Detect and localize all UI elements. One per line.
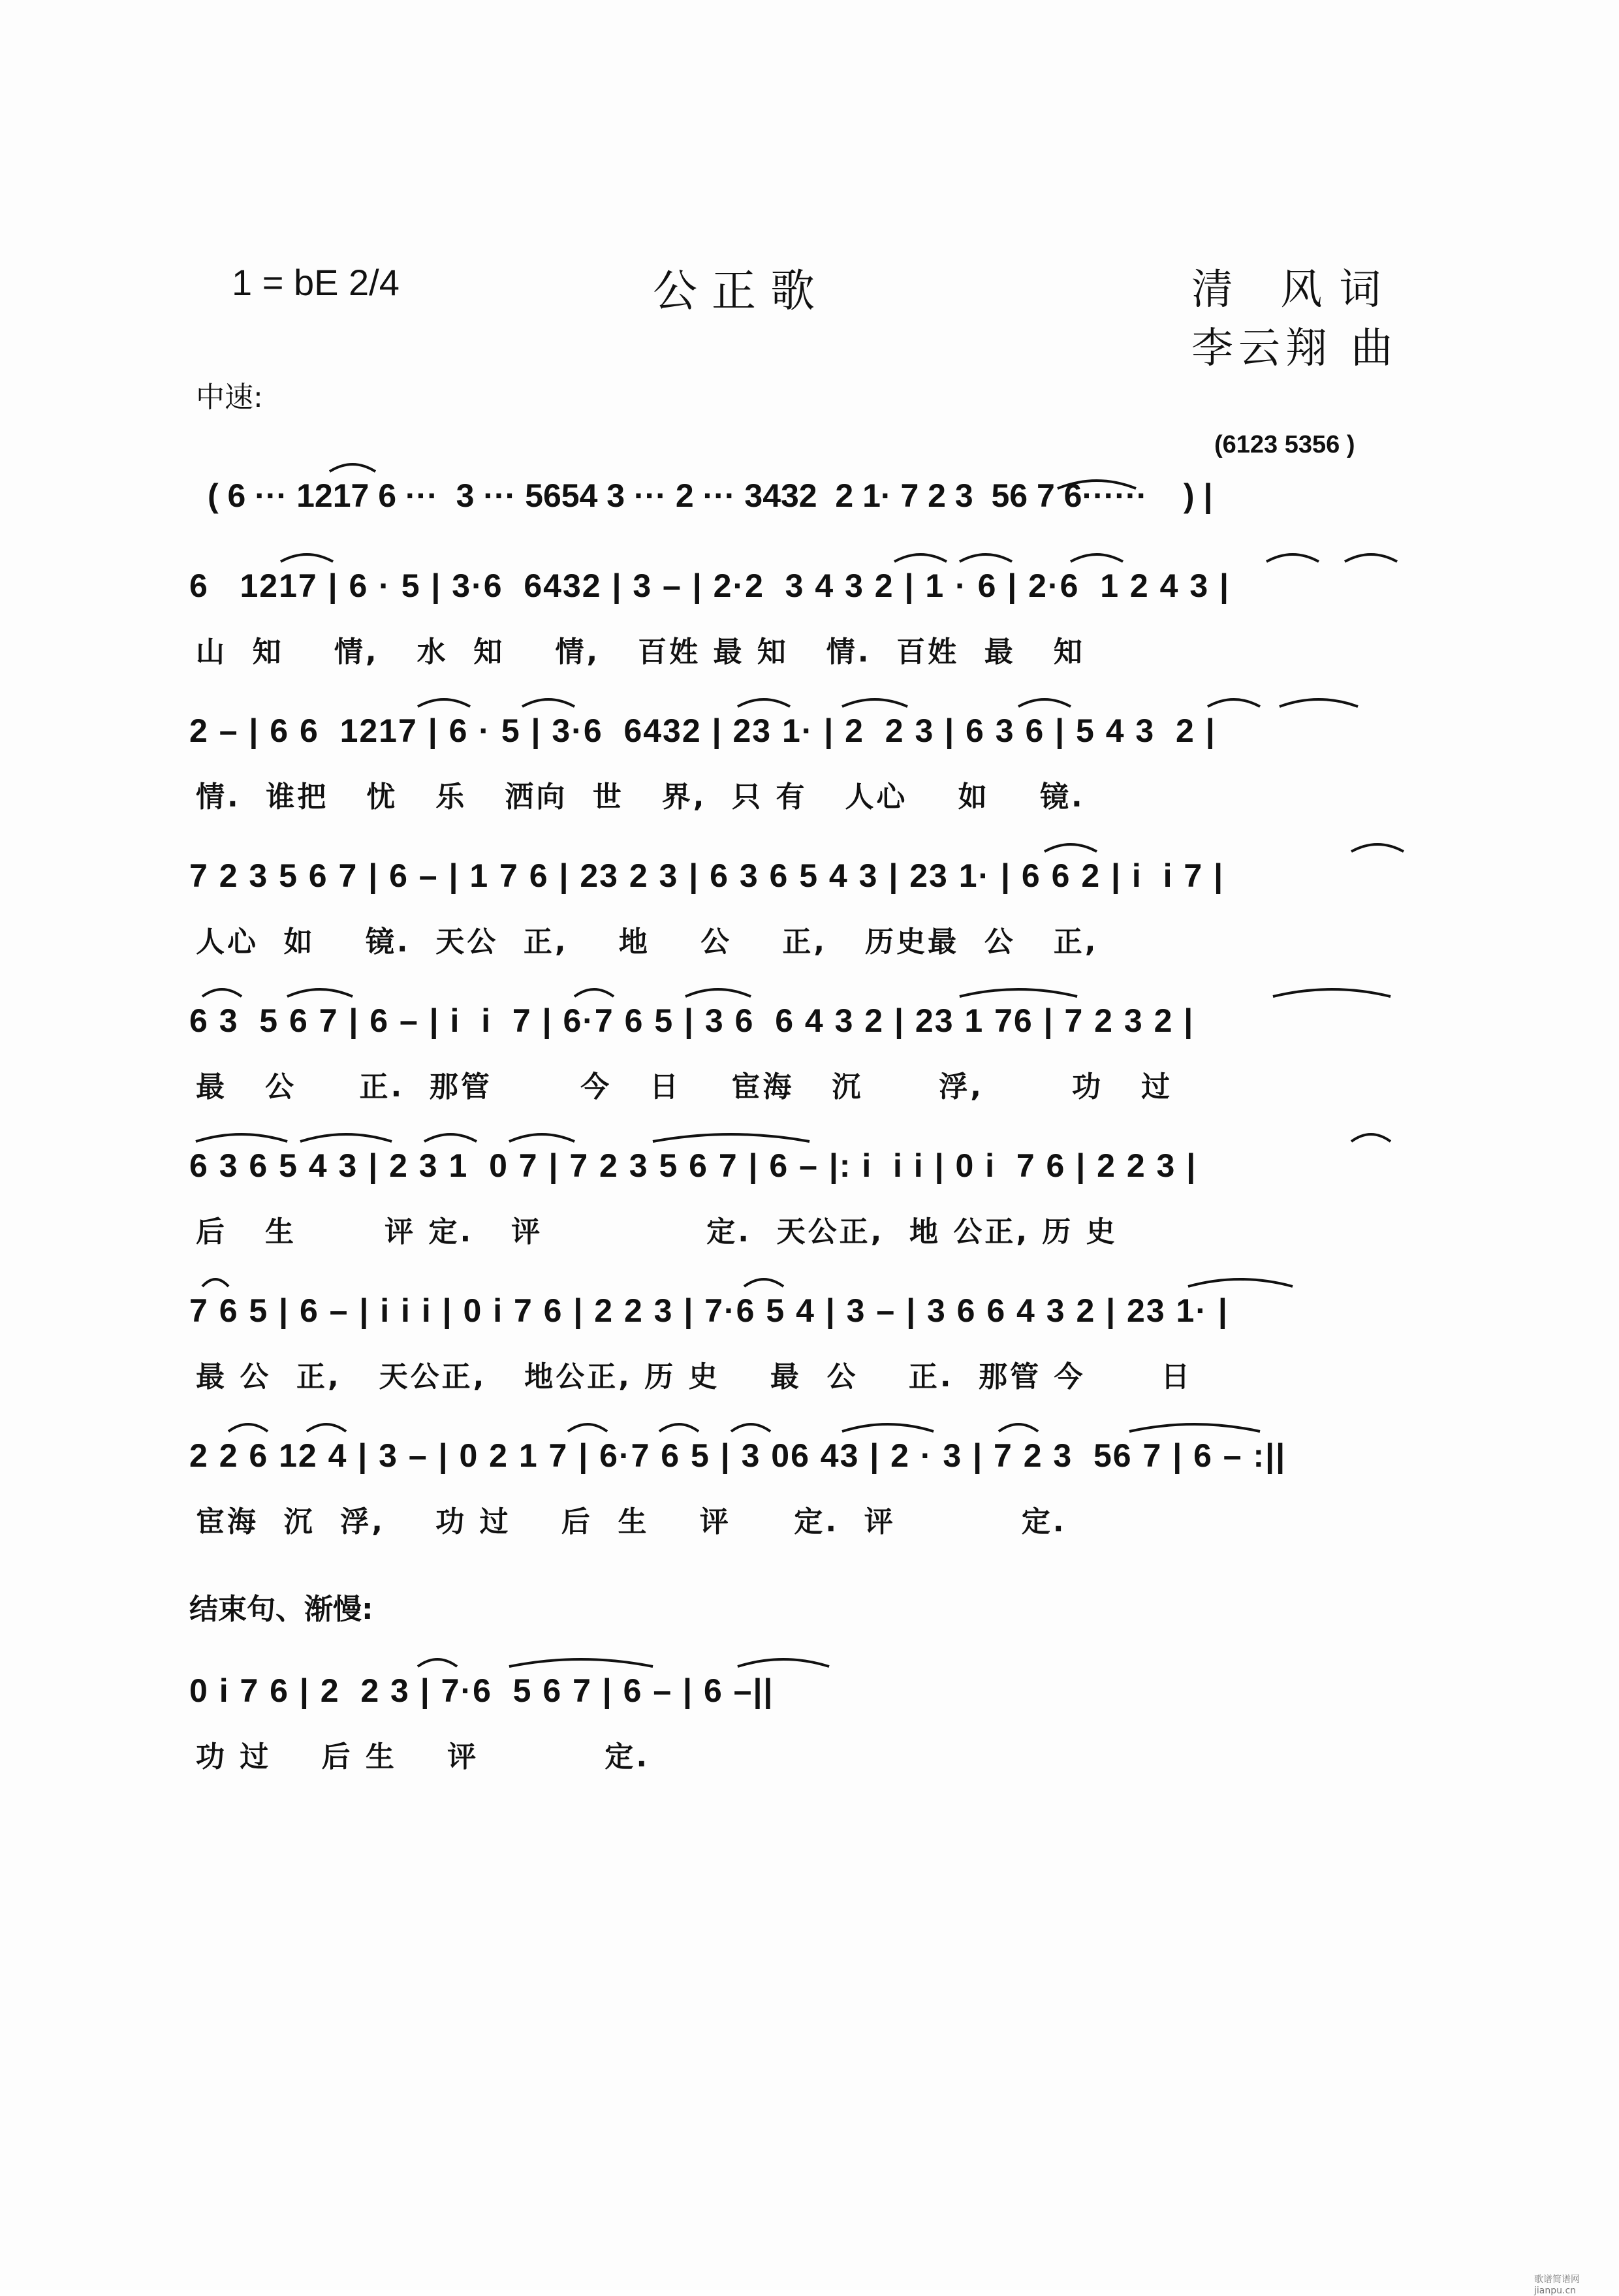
lyric-line-7: 宦海 沉 浮, 功 过 后 生 评 定. 评 定. [196,1505,1067,1539]
slur-mark [960,554,1012,562]
notation-line-4: 6 3 5 6 7 | 6 – | i i 7 | 6·7 6 5 | 3 6 6 4 3 2 | 23 1 76 | 7 2 3 2 | [189,1002,1195,1039]
slur-mark [744,1279,783,1286]
slur-mark [842,699,907,707]
slur-mark [1280,699,1358,707]
notation-line-2: 2 – | 6 6 1217 | 6 · 5 | 3·6 6432 | 23 1· | 2 2 3 | 6 3 6 | 5 4 3 2 | [189,712,1216,749]
slur-mark [196,1134,287,1141]
slur-mark [1188,1279,1293,1286]
lyric-line-1: 山 知 情, 水 知 情, 百姓 最 知 情. 百姓 最 知 [196,635,1085,669]
slur-mark [228,1424,268,1431]
ending-notation: 0 i 7 6 | 2 2 3 | 7·6 5 6 7 | 6 – | 6 –|| [189,1672,774,1709]
slur-mark [300,1134,392,1141]
slur-mark [1266,554,1319,562]
slur-mark [1351,844,1404,852]
slur-mark [653,1134,810,1141]
notation-line-3: 7 2 3 5 6 7 | 6 – | 1 7 6 | 23 2 3 | 6 3 6 5 4 3 | 23 1· | 6 6 2 | i i 7 | [189,857,1225,894]
ending-lyrics: 功 过 后 生 评 定. [196,1740,650,1774]
slur-mark [568,1424,607,1431]
site-watermark: 歌谱简谱网 jianpu.cn [1534,2274,1580,2296]
slur-mark [659,1424,699,1431]
slur-mark [330,464,375,471]
slur-mark [574,989,614,997]
slur-mark [202,1279,228,1286]
lyric-line-2: 情. 谁把 忧 乐 洒向 世 界, 只 有 人心 如 镜. [196,780,1085,814]
slur-mark [960,989,1077,997]
slur-mark [424,1134,477,1141]
lyric-line-5: 后 生 评 定. 评 定. 天公正, 地 公正, 历 史 [196,1215,1118,1249]
lyricist-credit: 清 风词 [1191,266,1398,314]
notation-line-7: 2 2 6 12 4 | 3 – | 0 2 1 7 | 6·7 6 5 | 3 06 43 | 2 · 3 | 7 2 3 56 7 | 6 – :|| [189,1437,1287,1474]
ending-label: 结束句、渐慢: [189,1593,373,1626]
notation-line-6: 7 6 5 | 6 – | i i i | 0 i 7 6 | 2 2 3 | 7·6 5 4 | 3 – | 3 6 6 4 3 2 | 23 1· | [189,1292,1229,1329]
key-signature: 1 = bE 2/4 [232,262,400,303]
slur-mark [1129,1424,1260,1431]
intro-notes: ( 6 ··· 1217 6 ··· 3 ··· 5654 3 ··· 2 ··· 3432 2 1· 7 2 3 56 7 6······ ) | [208,477,1213,514]
slur-mark [1351,1134,1391,1141]
notation-line-1: 6 1217 | 6 · 5 | 3·6 6432 | 3 – | 2·2 3 4 3 2 | 1 · 6 | 2·6 1 2 4 3 | [189,567,1231,604]
slur-mark [1071,554,1123,562]
slur-mark [1345,554,1397,562]
slur-mark [731,1424,770,1431]
lyric-line-3: 人心 如 镜. 天公 正, 地 公 正, 历史最 公 正, [196,925,1099,959]
intro-alternative: (6123 5356 ) [1214,431,1355,458]
slur-mark [522,699,574,707]
slur-mark [281,554,333,562]
tempo-marking: 中速: [196,381,263,414]
slur-mark [1208,699,1260,707]
slur-mark [999,1424,1038,1431]
slur-mark [1018,699,1071,707]
lyric-line-6: 最 公 正, 天公正, 地公正, 历 史 最 公 正. 那管 今 日 [196,1360,1193,1394]
slur-mark [287,989,353,997]
slur-mark [418,699,470,707]
notation-line-5: 6 3 6 5 4 3 | 2 3 1 0 7 | 7 2 3 5 6 7 | 6 – |: i i i | 0 i 7 6 | 2 2 3 | [189,1147,1197,1184]
slur-mark [894,554,947,562]
slur-mark [509,1134,574,1141]
slur-mark [842,1424,934,1431]
slur-mark [1273,989,1391,997]
slur-mark [202,989,242,997]
slur-mark [738,699,790,707]
slur-mark [509,1659,653,1666]
slur-mark [738,1659,829,1666]
slur-mark [418,1659,457,1666]
song-title: 公正歌 [653,266,830,317]
slur-mark [1045,844,1097,852]
slur-mark [307,1424,346,1431]
slur-mark [685,989,751,997]
composer-credit: 李云翔 曲 [1191,325,1398,373]
lyric-line-4: 最 公 正. 那管 今 日 宦海 沉 浮, 功 过 [196,1070,1173,1104]
